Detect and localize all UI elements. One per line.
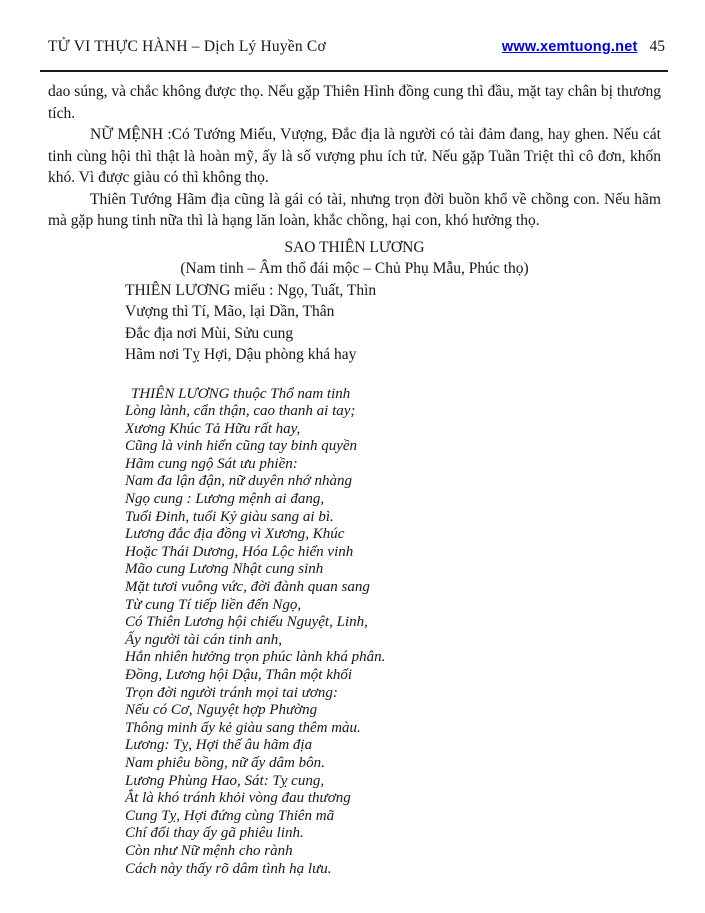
verse-block [125, 386, 661, 879]
verse-line: Chí đổi thay ấy gã phiêu linh. [125, 825, 304, 842]
header-divider [40, 70, 668, 72]
verse-line: THIÊN LƯƠNG thuộc Thổ nam tinh [131, 385, 351, 402]
page-number: 45 [649, 38, 665, 55]
verse-line: Nam phiêu bồng, nữ ấy dâm bôn. [125, 754, 325, 771]
verse-line: Ngọ cung : Lương mệnh ai đang, [125, 491, 325, 508]
verse-line: Lòng lành, cẩn thận, cao thanh ai tay; [125, 403, 356, 420]
body-paragraph: NỮ MỆNH :Có Tướng Miếu, Vượng, Đắc địa là người có tài đảm đang, hay ghen. Nếu cát tinh cùng hội thì thật là hoàn mỹ, ấy là số vượng phu ích tử. Nếu gặp Tuần Triệt thì cô đơn, khốn khó. Vì được giàu có thì không thọ. [48, 126, 661, 186]
verse-line: Trọn đời người tránh mọi tai ương: [125, 684, 338, 701]
position-line: THIÊN LƯƠNG miếu : Ngọ, Tuất, Thìn [125, 281, 377, 299]
section-title: SAO THIÊN LƯƠNG [284, 238, 425, 256]
verse-line: Ấy người tài cán tinh anh, [125, 631, 283, 648]
verse-line: Mặt tươi vuông vức, đời đành quan sang [125, 579, 370, 596]
verse-line: Mão cung Lương Nhật cung sinh [125, 561, 324, 578]
verse-line: Lương Phùng Hao, Sát: Tỵ cung, [125, 772, 325, 789]
verse-line: Có Thiên Lương hội chiếu Nguyệt, Linh, [125, 614, 368, 631]
book-title: TỬ VI THỰC HÀNH – Dịch Lý Huyền Cơ [48, 38, 326, 55]
verse-line: Cung Tỵ, Hợi đứng cùng Thiên mã [125, 807, 335, 824]
section-subtitle: (Nam tinh – Âm thổ đái mộc – Chủ Phụ Mẫu, Phúc thọ) [180, 260, 529, 277]
body-paragraph: Thiên Tướng Hãm địa cũng là gái có tài, nhưng trọn đời buồn khổ về chồng con. Nếu hãm mà gặp hung tinh nữa thì là hạng lăn loàn, khắc chồng, hại con, khó hưởng thọ. [48, 190, 661, 229]
position-line: Vượng thì Tí, Mão, lại Dần, Thân [125, 303, 335, 320]
verse-line: Tuổi Đinh, tuổi Kỷ giàu sang ai bì. [125, 508, 334, 525]
verse-line: Từ cung Tí tiếp liền đến Ngọ, [125, 596, 302, 613]
verse-line: Đồng, Lương hội Dậu, Thân một khối [125, 667, 353, 683]
verse-line: Nếu có Cơ, Nguyệt hợp Phường [125, 702, 318, 719]
position-line: Đắc địa nơi Mùi, Sửu cung [125, 324, 294, 342]
verse-line: Còn như Nữ mệnh cho rành [125, 842, 293, 859]
verse-line: Lương: Tỵ, Hợi thế âu hãm địa [125, 737, 313, 754]
verse-line: Thông minh ấy kẻ giàu sang thêm màu. [125, 719, 361, 736]
page-content [48, 81, 661, 878]
verse-line: Hãm cung ngộ Sát ưu phiền: [125, 455, 298, 472]
verse-line: Nam đa lận đận, nữ duyên nhớ nhàng [125, 473, 353, 490]
verse-line: Cách này thấy rõ dâm tình hạ lưu. [125, 860, 332, 877]
verse-line: Lương đắc địa đồng vì Xương, Khúc [125, 526, 345, 543]
header-right [502, 38, 665, 56]
verse-line: Hoặc Thái Dương, Hóa Lộc hiển vinh [125, 543, 354, 560]
body-paragraph: dao súng, và chắc không được thọ. Nếu gặp Thiên Hình đồng cung thì đầu, mặt tay chân bị thương tích. [48, 83, 661, 122]
website-link[interactable]: www.xemtuong.net [501, 39, 638, 55]
star-positions-block [125, 280, 661, 366]
page-header [48, 38, 665, 56]
verse-line: Xương Khúc Tả Hữu rất hay, [125, 420, 301, 437]
verse-line: Cũng là vinh hiển cũng tay binh quyền [125, 438, 358, 455]
position-line: Hãm nơi Tỵ Hợi, Dậu phòng khá hay [125, 346, 357, 363]
verse-line: Ắt là khó tránh khỏi vòng đau thương [125, 790, 351, 807]
verse-line: Hẳn nhiên hưởng trọn phúc lành khá phân. [125, 649, 386, 666]
